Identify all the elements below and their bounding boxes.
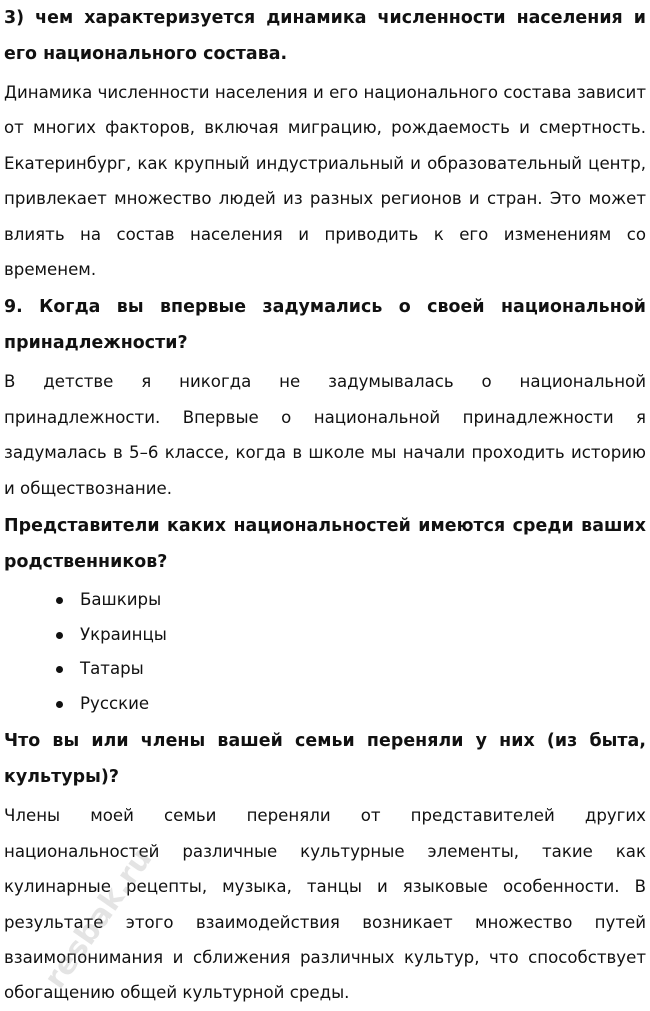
bullet-icon xyxy=(56,632,63,639)
section-paragraph-national-identity: В детстве я никогда не задумывалась о национальной принадлежности. Впервые о национальной принадлежности я задумалась в 5–6 классе, когда в школе мы начали проходить историю и обществознание. xyxy=(4,372,646,498)
list-item-label: Башкиры xyxy=(80,590,162,610)
list-item-label: Украинцы xyxy=(80,624,167,644)
section-heading-national-identity: 9. Когда вы впервые задумались о своей национальной принадлежности? xyxy=(4,297,646,354)
list-item xyxy=(4,583,646,618)
bullet-icon xyxy=(56,597,63,604)
list-item xyxy=(4,687,646,722)
section-heading-cultural-borrowing: Что вы или члены вашей семьи переняли у них (из быта, культуры)? xyxy=(4,731,646,788)
bullet-icon xyxy=(56,666,63,673)
nationalities-list xyxy=(4,583,646,721)
svg-text:resbak.ru: resbak.ru xyxy=(37,842,160,996)
list-item-label: Русские xyxy=(80,693,150,713)
list-item xyxy=(4,618,646,653)
list-item xyxy=(4,652,646,687)
section-paragraph-population-dynamics: Динамика численности населения и его национального состава зависит от многих факторов, включая миграцию, рождаемость и смертность. Екатеринбург, как крупный индустриальный и образовательный центр, привлекает множество людей из разных регионов и стран. Это может влиять на состав населения и приводить к его изменениям со временем. xyxy=(4,83,646,280)
section-heading-relatives-nationalities: Представители каких национальностей имеются среди ваших родственников? xyxy=(4,516,646,573)
section-paragraph-cultural-borrowing: Члены моей семьи переняли от представителей других национальностей различные культурные элементы, такие как кулинарные рецепты, музыка, танцы и языковые особенности. В результате этого взаимодействия возникает множество путей взаимопонимания и сближения различных культур, что способствует обогащению общей культурной среды. xyxy=(4,806,646,1003)
bullet-icon xyxy=(56,701,63,708)
list-item-label: Татары xyxy=(80,659,144,679)
section-heading-population-dynamics: 3) чем характеризуется динамика численности населения и его национального состава. xyxy=(4,8,646,64)
